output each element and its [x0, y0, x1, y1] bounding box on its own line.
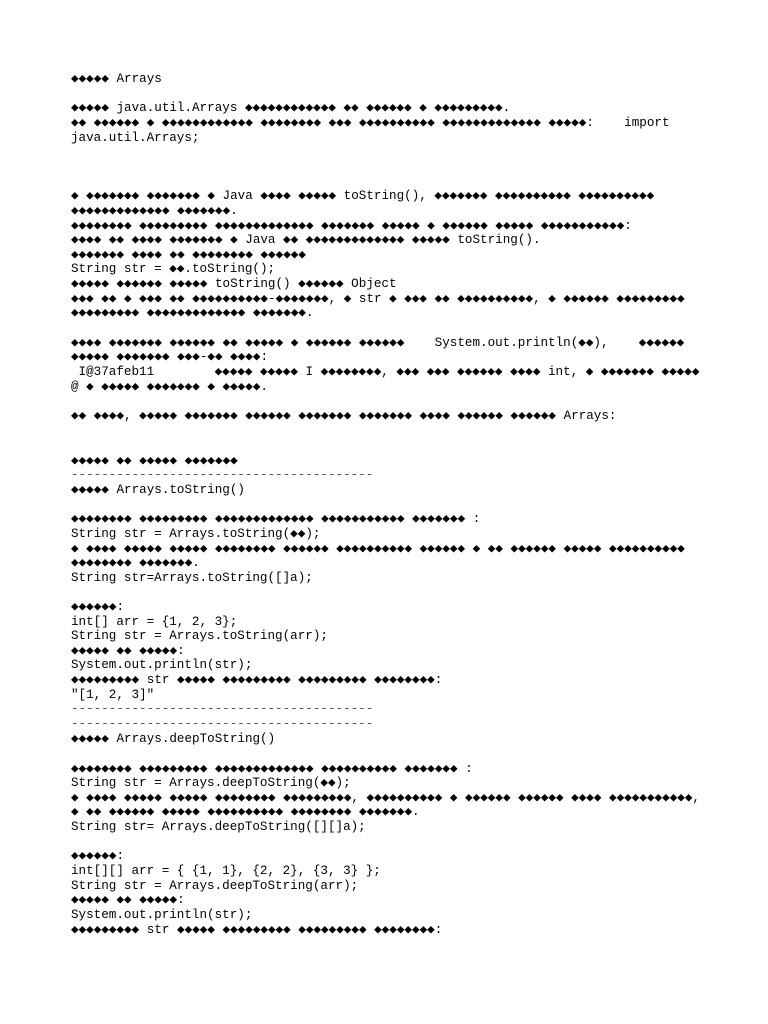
text-line: ◆◆ ◆◆◆◆◆◆ ◆ ◆◆◆◆◆◆◆◆◆◆◆◆ ◆◆◆◆◆◆◆◆ ◆◆◆ ◆◆◆◆◆◆◆◆◆◆ ◆◆◆◆◆◆◆◆◆◆◆◆◆ ◆◆◆◆◆: import [71, 116, 670, 130]
text-line: ◆ ◆◆ ◆◆◆◆◆◆ ◆◆◆◆◆ ◆◆◆◆◆◆◆◆◆◆ ◆◆◆◆◆◆◆◆ ◆◆◆◆◆◆◆. [71, 805, 420, 819]
section-heading: ◆◆◆◆◆ ◆◆ ◆◆◆◆◆ ◆◆◆◆◆◆◆ [71, 454, 238, 468]
text-line: @ ◆ ◆◆◆◆◆ ◆◆◆◆◆◆◆ ◆ ◆◆◆◆◆. [71, 380, 268, 394]
text-line: ◆◆◆◆ ◆◆ ◆◆◆◆ ◆◆◆◆◆◆◆ ◆ Java ◆◆ ◆◆◆◆◆◆◆◆◆◆◆◆◆ ◆◆◆◆◆ toString(). [71, 233, 541, 247]
separator-rule: ---------------------------------------- [71, 468, 374, 482]
text-line: ◆◆◆◆◆ ◆◆ ◆◆◆◆◆: [71, 893, 185, 907]
text-line: ◆◆◆◆ ◆◆◆◆◆◆◆ ◆◆◆◆◆◆ ◆◆ ◆◆◆◆◆ ◆ ◆◆◆◆◆◆ ◆◆◆◆◆◆ System.out.println(◆◆), ◆◆◆◆◆◆ [71, 336, 685, 350]
subsection-heading-deeptostring: ◆◆◆◆◆ Arrays.deepToString() [71, 732, 276, 746]
text-line: ◆◆◆◆◆◆◆◆◆ str ◆◆◆◆◆ ◆◆◆◆◆◆◆◆◆ ◆◆◆◆◆◆◆◆◆ ◆◆◆◆◆◆◆◆: [71, 923, 443, 937]
text-line: ◆◆◆◆◆◆◆ ◆◆◆◆ ◆◆ ◆◆◆◆◆◆◆◆ ◆◆◆◆◆◆ [71, 248, 306, 262]
text-line: ◆◆◆◆◆◆◆◆◆ str ◆◆◆◆◆ ◆◆◆◆◆◆◆◆◆ ◆◆◆◆◆◆◆◆◆ ◆◆◆◆◆◆◆◆: [71, 673, 443, 687]
code-line: System.out.println(str); [71, 908, 253, 922]
text-line: ◆ ◆◆◆◆◆◆◆ ◆◆◆◆◆◆◆ ◆ Java ◆◆◆◆ ◆◆◆◆◆ toString(), ◆◆◆◆◆◆◆ ◆◆◆◆◆◆◆◆◆◆ ◆◆◆◆◆◆◆◆◆◆ [71, 189, 655, 203]
text-line: ◆◆◆◆◆◆◆◆ ◆◆◆◆◆◆◆◆◆ ◆◆◆◆◆◆◆◆◆◆◆◆◆ ◆◆◆◆◆◆◆ ◆◆◆◆◆ ◆ ◆◆◆◆◆◆ ◆◆◆◆◆ ◆◆◆◆◆◆◆◆◆◆◆: [71, 219, 632, 233]
text-line: ◆◆◆◆◆◆◆◆◆◆◆◆◆ ◆◆◆◆◆◆◆. [71, 204, 238, 218]
text-line: I@37afeb11 ◆◆◆◆◆ ◆◆◆◆◆ I ◆◆◆◆◆◆◆◆, ◆◆◆ ◆◆◆ ◆◆◆◆◆◆ ◆◆◆◆ int, ◆ ◆◆◆◆◆◆◆ ◆◆◆◆◆ [71, 365, 700, 379]
code-line: String str = Arrays.deepToString(arr); [71, 879, 359, 893]
code-line: System.out.println(str); [71, 658, 253, 672]
text-line: ◆◆◆◆◆◆: [71, 849, 125, 863]
text-line: ◆ ◆◆◆◆ ◆◆◆◆◆ ◆◆◆◆◆ ◆◆◆◆◆◆◆◆ ◆◆◆◆◆◆◆◆◆, ◆◆◆◆◆◆◆◆◆◆ ◆ ◆◆◆◆◆◆ ◆◆◆◆◆◆ ◆◆◆◆ ◆◆◆◆◆◆◆◆◆◆◆, [71, 791, 700, 805]
code-line: String str = Arrays.toString(◆◆); [71, 527, 321, 541]
text-line: ◆◆ ◆◆◆◆, ◆◆◆◆◆ ◆◆◆◆◆◆◆ ◆◆◆◆◆◆ ◆◆◆◆◆◆◆ ◆◆◆◆◆◆◆ ◆◆◆◆ ◆◆◆◆◆◆ ◆◆◆◆◆◆ Arrays: [71, 409, 617, 423]
code-line: int[][] arr = { {1, 1}, {2, 2}, {3, 3} }; [71, 864, 381, 878]
code-line: String str=Arrays.toString([]a); [71, 571, 313, 585]
text-line: ◆◆◆◆◆ ◆◆ ◆◆◆◆◆: [71, 644, 185, 658]
text-line: ◆◆◆◆◆◆: [71, 600, 125, 614]
text-line: ◆◆◆◆◆◆◆◆ ◆◆◆◆◆◆◆◆◆ ◆◆◆◆◆◆◆◆◆◆◆◆◆ ◆◆◆◆◆◆◆◆◆◆◆ ◆◆◆◆◆◆◆ : [71, 512, 481, 526]
code-line: String str = Arrays.deepToString(◆◆); [71, 776, 351, 790]
text-line: ◆ ◆◆◆◆ ◆◆◆◆◆ ◆◆◆◆◆ ◆◆◆◆◆◆◆◆ ◆◆◆◆◆◆ ◆◆◆◆◆◆◆◆◆◆ ◆◆◆◆◆◆ ◆ ◆◆ ◆◆◆◆◆◆ ◆◆◆◆◆ ◆◆◆◆◆◆◆◆◆◆ [71, 542, 685, 556]
code-line: String str = ◆◆.toString(); [71, 262, 276, 276]
text-line: ◆◆◆◆◆ ◆◆◆◆◆◆ ◆◆◆◆◆ toString() ◆◆◆◆◆◆ Object [71, 277, 397, 291]
text-line: ◆◆◆◆◆ ◆◆◆◆◆◆◆ ◆◆◆-◆◆ ◆◆◆◆: [71, 350, 269, 364]
code-line: int[] arr = {1, 2, 3}; [71, 615, 238, 629]
subsection-heading-tostring: ◆◆◆◆◆ Arrays.toString() [71, 483, 245, 497]
separator-rule: ---------------------------------------- [71, 717, 374, 731]
text-line: ◆◆◆ ◆◆ ◆ ◆◆◆ ◆◆ ◆◆◆◆◆◆◆◆◆◆-◆◆◆◆◆◆◆, ◆ str ◆ ◆◆◆ ◆◆ ◆◆◆◆◆◆◆◆◆◆, ◆ ◆◆◆◆◆◆ ◆◆◆◆◆◆◆◆◆ [71, 292, 685, 306]
separator-rule: ---------------------------------------- [71, 702, 374, 716]
text-line: ◆◆◆◆◆◆◆◆◆ ◆◆◆◆◆◆◆◆◆◆◆◆◆ ◆◆◆◆◆◆◆. [71, 306, 314, 320]
code-line: java.util.Arrays; [71, 131, 200, 145]
text-line: ◆◆◆◆◆ java.util.Arrays ◆◆◆◆◆◆◆◆◆◆◆◆ ◆◆ ◆◆◆◆◆◆ ◆ ◆◆◆◆◆◆◆◆◆. [71, 101, 511, 115]
code-line: String str = Arrays.toString(arr); [71, 629, 328, 643]
section-heading-arrays: ◆◆◆◆◆ Arrays [71, 72, 162, 86]
code-line: "[1, 2, 3]" [71, 688, 155, 702]
text-line: ◆◆◆◆◆◆◆◆ ◆◆◆◆◆◆◆. [71, 556, 200, 570]
text-line: ◆◆◆◆◆◆◆◆ ◆◆◆◆◆◆◆◆◆ ◆◆◆◆◆◆◆◆◆◆◆◆◆ ◆◆◆◆◆◆◆◆◆◆ ◆◆◆◆◆◆◆ : [71, 762, 473, 776]
code-line: String str= Arrays.deepToString([][]a); [71, 820, 366, 834]
